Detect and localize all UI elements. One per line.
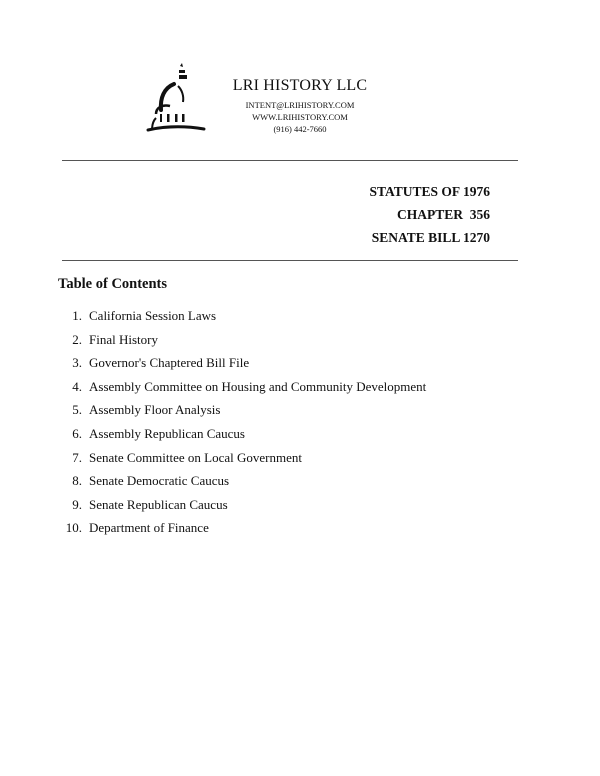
toc-list (58, 308, 426, 544)
company-name: LRI HISTORY LLC (232, 77, 368, 94)
toc-item-number: 8. (72, 473, 82, 489)
toc-item-label: Governor's Chaptered Bill File (89, 355, 250, 371)
toc-item (58, 450, 426, 474)
toc-item (58, 332, 426, 356)
toc-item-label: Senate Democratic Caucus (89, 473, 230, 489)
toc-item-number: 9. (72, 496, 82, 512)
toc-item-label: California Session Laws (89, 308, 217, 323)
company-email: INTENT@LRIHISTORY.COM (245, 100, 355, 110)
chapter-number: CHAPTER 356 (396, 207, 490, 222)
toc-item (58, 308, 426, 332)
toc-item (58, 473, 426, 497)
toc-item-label: Department of Finance (89, 520, 209, 536)
statutes-year: STATUTES OF 1976 (369, 184, 490, 199)
toc-item-number: 7. (72, 449, 82, 465)
toc-item (58, 497, 426, 521)
toc-item-label: Assembly Floor Analysis (89, 402, 221, 418)
toc-title: Table of Contents (58, 276, 168, 292)
toc-item-number: 10. (65, 520, 82, 536)
toc-item-number: 6. (72, 425, 82, 441)
toc-item-label: Assembly Republican Caucus (89, 425, 245, 441)
toc-item (58, 426, 426, 450)
toc-item (58, 520, 426, 544)
divider-top (62, 160, 518, 161)
statute-info (369, 180, 490, 249)
toc-item-number: 1. (72, 308, 82, 323)
toc-item-label: Final History (89, 331, 158, 347)
toc-item-label: Senate Republican Caucus (89, 496, 228, 512)
toc-item-label: Senate Committee on Local Government (89, 449, 302, 465)
toc-item (58, 379, 426, 403)
toc-item-number: 4. (72, 378, 82, 394)
toc-item (58, 355, 426, 379)
toc-item-number: 5. (72, 402, 82, 418)
toc-item-number: 3. (72, 355, 82, 371)
capitol-dome-logo (146, 62, 206, 138)
company-phone: (916) 442-7660 (273, 124, 327, 134)
toc-item (58, 402, 426, 426)
toc-item-number: 2. (72, 331, 82, 347)
toc-item-label: Assembly Committee on Housing and Community Development (89, 378, 427, 394)
company-website: WWW.LRIHISTORY.COM (252, 112, 348, 122)
bill-number: SENATE BILL 1270 (371, 230, 490, 245)
divider-bottom (62, 260, 518, 261)
company-info (220, 77, 380, 135)
